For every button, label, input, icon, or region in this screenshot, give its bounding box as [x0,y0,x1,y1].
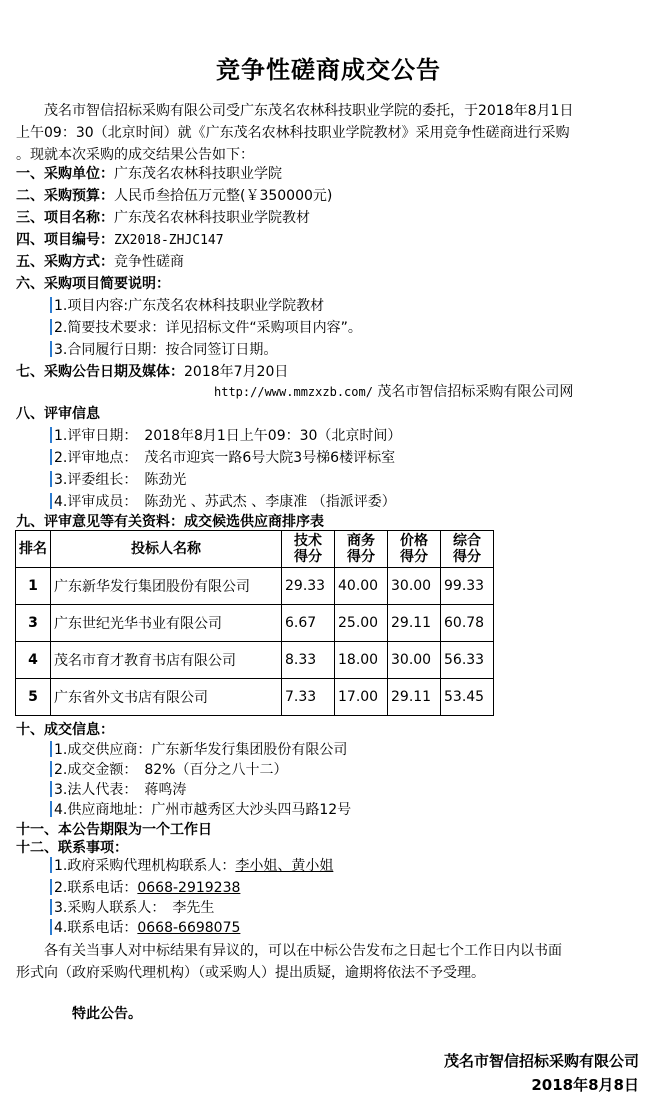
section-6-item-3 [50,340,277,360]
contact-agency-names: 李小姐、黄小姐 [235,858,334,874]
header-price-line-2: 得分 [400,549,428,565]
intro-line-3: 。现就本次采购的成交结果公告如下： [16,147,254,163]
header-biz [335,531,388,568]
cell-tech: 8.33 [282,642,335,679]
section-3-value: 广东茂名农林科技职业学院教材 [114,210,310,226]
signature-date: 2018年8月8日 [531,1076,639,1094]
tick-mark [50,471,52,487]
section-10-label: 十、成交信息： [16,722,114,738]
header-total-line-2: 得分 [453,549,481,565]
section-5-label: 五、采购方式： [16,254,114,270]
section-12-item-2 [50,878,240,898]
section-8-item-2-text: 2.评审地点： 茂名市迎宾一路6号大院3号梯6楼评标室 [54,450,396,466]
tick-mark [50,857,52,873]
section-6-item-2-text: 2.简要技术要求：详见招标文件“采购项目内容”。 [54,320,362,336]
section-10-item-3 [50,780,186,800]
tick-mark [50,761,52,777]
section-10-item-2 [50,760,287,780]
cell-price: 30.00 [388,568,441,605]
page-title: 竞争性磋商成交公告 [216,56,441,84]
tick-mark [50,801,52,817]
cell-tech: 29.33 [282,568,335,605]
section-8-item-4-text: 4.评审成员： 陈劲光 、苏武杰 、李康准 （指派评委） [54,494,396,510]
section-7-label: 七、采购公告日期及媒体： [16,364,184,380]
cell-tech: 6.67 [282,605,335,642]
table-row [16,605,494,642]
tick-mark [50,341,52,357]
tick-mark [50,493,52,509]
signature-company: 茂名市智信招标采购有限公司 [443,1052,639,1070]
tick-mark [50,319,52,335]
purchaser-phone-prefix: 4.联系电话： [54,920,138,936]
cell-total: 60.78 [441,605,494,642]
section-2-label: 二、采购预算： [16,188,114,204]
section-5 [16,252,184,272]
header-rank: 排名 [16,531,51,568]
cell-total: 99.33 [441,568,494,605]
tick-mark [50,297,52,313]
intro-paragraph [16,100,646,166]
section-1-label: 一、采购单位： [16,166,114,182]
header-total [441,531,494,568]
intro-line-2: 上午09：30（北京时间）就《广东茂名农林科技职业学院教材》采用竞争性磋商进行采购 [16,125,570,141]
media-name: 茂名市智信招标采购有限公司网 [372,384,574,400]
tick-mark [50,879,52,895]
section-6-label: 六、采购项目简要说明： [16,276,170,292]
cell-total: 53.45 [441,679,494,716]
tick-mark [50,449,52,465]
section-8-item-1 [50,426,401,446]
media-url-link[interactable]: http://www.mmzxzb.com/ [214,385,373,399]
section-4 [16,230,224,251]
section-3-label: 三、项目名称： [16,210,114,226]
cell-rank: 1 [16,568,51,605]
cell-rank: 5 [16,679,51,716]
section-10-item-4 [50,800,351,820]
tick-mark [50,919,52,935]
section-10-item-3-text: 3.法人代表： 蒋鸣涛 [54,782,187,798]
section-9-label: 九、评审意见等有关资料：成交候选供应商排序表 [16,514,324,530]
cell-name: 广东省外文书店有限公司 [51,679,282,716]
section-12-item-4 [50,918,240,938]
section-2-value: 人民币叁拾伍万元整(￥350000元) [114,188,333,204]
header-biz-line-1: 商务 [347,533,375,549]
tick-mark [50,781,52,797]
objection-line-2: 形式向（政府采购代理机构）（或采购人）提出质疑，逾期将依法不予受理。 [16,965,485,981]
tick-mark [50,899,52,915]
section-6-item-1 [50,296,324,316]
contact-phone-link[interactable]: 0668-2919238 [137,880,241,896]
contact-phone-prefix: 2.联系电话： [54,880,138,896]
section-10-item-1 [50,740,347,760]
cell-biz: 40.00 [335,568,388,605]
cell-biz: 17.00 [335,679,388,716]
section-12-label: 十二、联系事项： [16,840,128,856]
header-total-line-1: 综合 [453,533,481,549]
section-4-label: 四、项目编号： [16,232,114,248]
section-2 [16,186,332,206]
purchaser-phone-link[interactable]: 0668-6698075 [137,920,241,936]
section-7-date: 2018年7月20日 [184,364,289,380]
objection-paragraph [16,940,646,984]
cell-price: 30.00 [388,642,441,679]
intro-line-1: 茂名市智信招标采购有限公司受广东茂名农林科技职业学院的委托，于2018年8月1日 [16,103,574,119]
table-header-row [16,531,494,568]
section-12-item-1 [50,856,333,876]
section-8-item-3-text: 3.评委组长： 陈劲光 [54,472,187,488]
section-8-item-3 [50,470,186,490]
section-4-value: ZX2018-ZHJC147 [114,233,224,248]
cell-price: 29.11 [388,679,441,716]
header-tech-line-1: 技术 [294,533,322,549]
section-6-item-2 [50,318,362,338]
section-7 [16,362,288,382]
cell-name: 广东新华发行集团股份有限公司 [51,568,282,605]
header-tech [282,531,335,568]
section-11-label: 十一、本公告期限为一个工作日 [16,822,212,838]
section-8-item-2 [50,448,395,468]
section-8-item-1-text: 1.评审日期： 2018年8月1日上午09：30（北京时间） [54,428,402,444]
section-3 [16,208,310,228]
cell-price: 29.11 [388,605,441,642]
header-tech-line-2: 得分 [294,549,322,565]
table-row [16,642,494,679]
section-5-value: 竞争性磋商 [114,254,184,270]
header-price [388,531,441,568]
section-6-item-3-text: 3.合同履行日期：按合同签订日期。 [54,342,278,358]
cell-biz: 25.00 [335,605,388,642]
cell-rank: 3 [16,605,51,642]
header-price-line-1: 价格 [400,533,428,549]
header-biz-line-2: 得分 [347,549,375,565]
section-8-label: 八、评审信息 [16,406,100,422]
cell-tech: 7.33 [282,679,335,716]
contact-agency-prefix: 1.政府采购代理机构联系人： [54,858,236,874]
section-12-item-3 [50,898,214,918]
table-row [16,568,494,605]
section-8-item-4 [50,492,396,512]
tick-mark [50,741,52,757]
cell-name: 茂名市育才教育书店有限公司 [51,642,282,679]
ranking-table [15,530,494,716]
cell-biz: 18.00 [335,642,388,679]
table-row [16,679,494,716]
tick-mark [50,427,52,443]
section-7-media [214,382,573,402]
section-1 [16,164,282,184]
notice-text: 特此公告。 [72,1006,142,1022]
section-1-value: 广东茂名农林科技职业学院 [114,166,282,182]
section-6-item-1-text: 1.项目内容:广东茂名农林科技职业学院教材 [54,298,325,314]
header-name: 投标人名称 [51,531,282,568]
cell-total: 56.33 [441,642,494,679]
cell-rank: 4 [16,642,51,679]
section-10-item-4-text: 4.供应商地址：广州市越秀区大沙头四马路12号 [54,802,352,818]
section-12-item-3-text: 3.采购人联系人： 李先生 [54,900,215,916]
objection-line-1: 各有关当事人对中标结果有异议的，可以在中标公告发布之日起七个工作日内以书面 [16,943,562,959]
section-10-item-1-text: 1.成交供应商：广东新华发行集团股份有限公司 [54,742,348,758]
section-10-item-2-text: 2.成交金额： 82%（百分之八十二） [54,762,288,778]
cell-name: 广东世纪光华书业有限公司 [51,605,282,642]
